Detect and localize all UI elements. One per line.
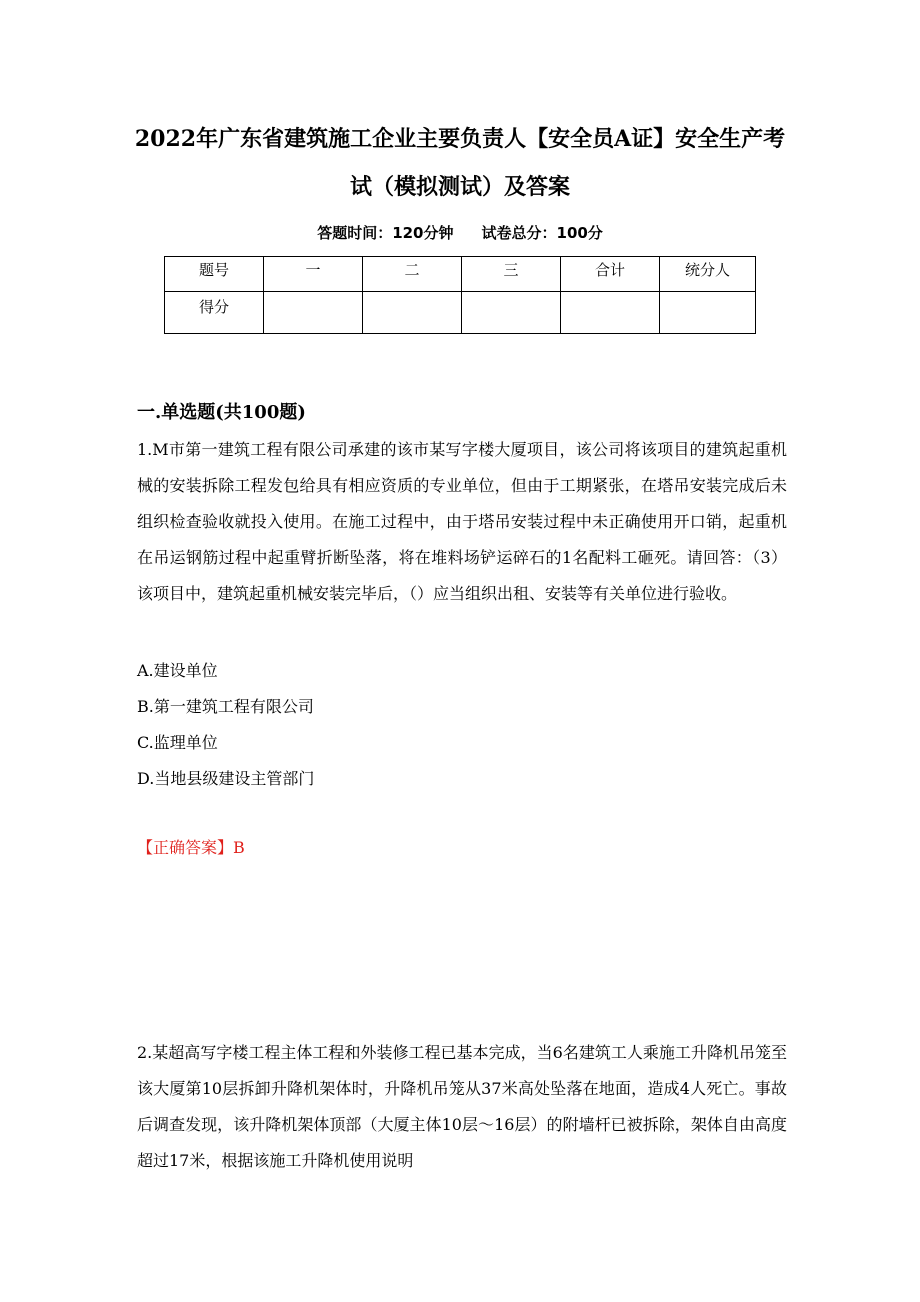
exam-meta — [0, 222, 920, 243]
document-title-line-1: 2022年广东省建筑施工企业主要负责人【安全员A证】安全生产考 — [134, 126, 786, 152]
question-1-option-a: A.建设单位 — [137, 661, 218, 680]
question-1-option-c: C.监理单位 — [137, 733, 218, 752]
exam-time: 答题时间：120分钟 — [317, 224, 454, 242]
question-1-option-d: D.当地县级建设主管部门 — [137, 769, 315, 788]
score-header-cell: 合计 — [561, 257, 660, 292]
question-2-text: 2.某超高写字楼工程主体工程和外装修工程已基本完成，当6名建筑工人乘施工升降机吊笼至该大厦第10层拆卸升降机架体时，升降机吊笼从37米高处坠落在地面，造成4人死亡。事故后调查发现，该升降机架体顶部（大厦主体10层～16层）的附墙杆已被拆除，架体自由高度超过17米，根据该施工升降机使用说明 — [137, 1043, 787, 1170]
score-cell — [264, 292, 363, 334]
score-table — [164, 256, 756, 334]
question-1-correct-answer: 【正确答案】B — [137, 838, 245, 857]
section-heading: 一.单选题(共100题) — [137, 402, 306, 423]
score-table-header-row — [165, 257, 756, 292]
score-header-cell: 二 — [363, 257, 462, 292]
score-cell — [660, 292, 756, 334]
score-cell — [363, 292, 462, 334]
score-header-cell: 三 — [462, 257, 561, 292]
score-row-label: 得分 — [165, 292, 264, 334]
score-cell — [462, 292, 561, 334]
score-cell — [561, 292, 660, 334]
score-table-score-row — [165, 292, 756, 334]
exam-total-score: 试卷总分：100分 — [481, 224, 603, 242]
score-header-cell: 统分人 — [660, 257, 756, 292]
document-title-line-2: 试（模拟测试）及答案 — [349, 174, 570, 200]
question-1-option-b: B.第一建筑工程有限公司 — [137, 697, 314, 716]
score-header-cell: 题号 — [165, 257, 264, 292]
question-1-text: 1.M市第一建筑工程有限公司承建的该市某写字楼大厦项目，该公司将该项目的建筑起重机械的安装拆除工程发包给具有相应资质的专业单位，但由于工期紧张，在塔吊安装完成后未组织检查验收就投入使用。在施工过程中，由于塔吊安装过程中未正确使用开口销，起重机在吊运钢筋过程中起重臂折断坠落，将在堆料场铲运碎石的1名配料工砸死。请回答：（3）该项目中，建筑起重机械安装完毕后，（）应当组织出租、安装等有关单位进行验收。 — [137, 440, 787, 603]
score-header-cell: 一 — [264, 257, 363, 292]
